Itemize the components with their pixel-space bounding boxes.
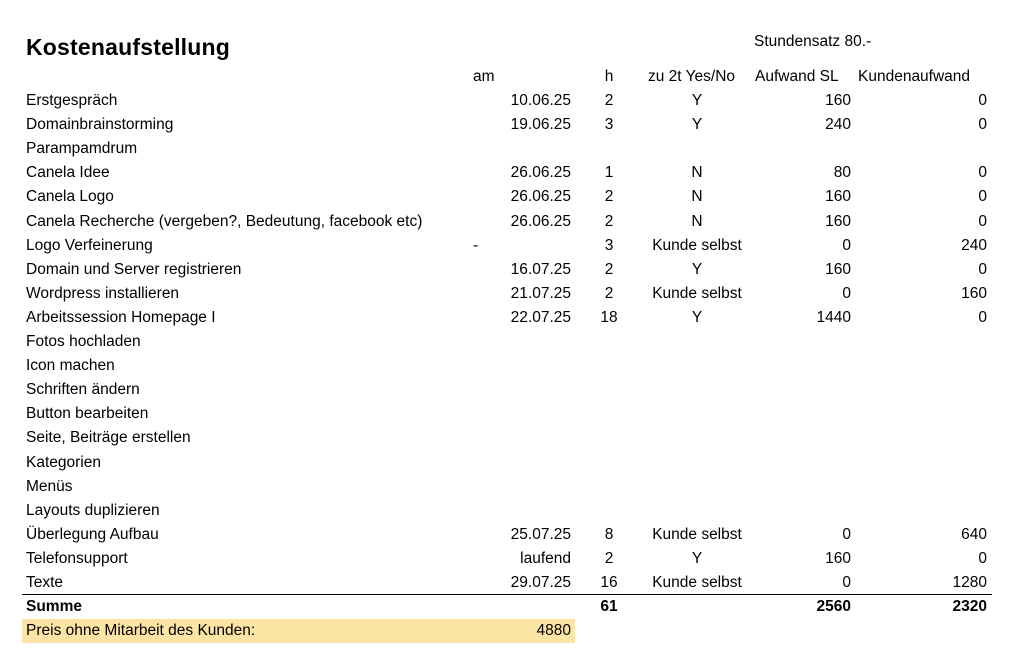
row-date: 16.07.25 — [510, 260, 571, 278]
row-task: Schriften ändern — [26, 381, 140, 399]
row-kundenaufwand: 0 — [978, 308, 987, 326]
table-row — [0, 330, 1024, 354]
table-header — [0, 65, 1024, 89]
table-row — [0, 137, 1024, 161]
row-date: 26.06.25 — [510, 164, 571, 182]
row-zu2t: Y — [691, 260, 703, 278]
hourly-rate: Stundensatz 80.- — [754, 33, 872, 50]
row-task: Fotos hochladen — [26, 333, 141, 350]
header-date: am — [473, 68, 495, 85]
sum-aufwand-sl: 2560 — [816, 598, 851, 615]
row-task: Erstgespräch — [26, 92, 118, 109]
row-kundenaufwand: 0 — [978, 188, 987, 206]
row-task: Domainbrainstorming — [26, 116, 174, 134]
row-zu2t: Kunde selbst — [652, 236, 742, 254]
row-task: Menüs — [26, 477, 73, 495]
row-zu2t: Kunde selbst — [652, 284, 742, 302]
row-task: Canela Idee — [26, 164, 110, 182]
table-row — [0, 499, 1024, 523]
table-row — [0, 113, 1024, 137]
table-row — [0, 475, 1024, 499]
row-zu2t: Y — [691, 549, 703, 567]
row-hours: 2 — [604, 212, 614, 230]
sum-hours: 61 — [600, 598, 618, 615]
row-hours: 3 — [604, 236, 614, 254]
table-row — [0, 282, 1024, 306]
page-title: Kostenaufstellung — [26, 34, 231, 60]
table-row — [0, 234, 1024, 258]
row-task: Canela Recherche (vergeben?, Bedeutung, facebook etc) — [26, 212, 423, 230]
table-row — [0, 426, 1024, 450]
row-task: Arbeitssession Homepage I — [26, 308, 216, 326]
table-row — [0, 306, 1024, 330]
row-task: Canela Logo — [26, 188, 114, 206]
row-kundenaufwand: 0 — [978, 212, 987, 230]
row-hours: 2 — [604, 188, 614, 206]
table-row — [0, 402, 1024, 426]
row-aufwand-sl: 240 — [825, 116, 851, 134]
row-kundenaufwand: 240 — [961, 236, 987, 254]
table-row — [0, 378, 1024, 402]
row-task: Texte — [26, 574, 64, 591]
row-hours: 2 — [604, 92, 614, 109]
price-value: 4880 — [536, 622, 571, 639]
header-aufwand-sl: Aufwand SL — [755, 68, 839, 85]
row-zu2t: N — [691, 164, 703, 182]
row-task: Kategorien — [26, 453, 101, 471]
row-aufwand-sl: 1440 — [816, 308, 851, 326]
row-kundenaufwand: 0 — [978, 116, 987, 134]
row-aufwand-sl: 0 — [842, 236, 851, 254]
row-date: 19.06.25 — [510, 116, 571, 134]
sum-row — [0, 595, 1024, 619]
row-kundenaufwand: 160 — [961, 284, 987, 302]
row-kundenaufwand: 640 — [961, 525, 987, 543]
table-row — [0, 185, 1024, 209]
row-kundenaufwand: 0 — [978, 92, 987, 109]
price-row — [0, 619, 1024, 643]
row-task: Domain und Server registrieren — [26, 260, 242, 278]
row-aufwand-sl: 80 — [833, 164, 851, 182]
row-aufwand-sl: 0 — [842, 574, 851, 591]
table-row — [0, 451, 1024, 475]
row-kundenaufwand: 0 — [978, 260, 987, 278]
row-date: 26.06.25 — [510, 212, 571, 230]
row-aufwand-sl: 160 — [825, 260, 851, 278]
row-task: Überlegung Aufbau — [26, 525, 159, 543]
row-zu2t: N — [691, 212, 703, 230]
row-kundenaufwand: 0 — [978, 549, 987, 567]
sum-label: Summe — [26, 598, 82, 615]
row-kundenaufwand: 0 — [978, 164, 987, 182]
row-hours: 18 — [600, 308, 618, 326]
table-row — [0, 523, 1024, 547]
table-row — [0, 210, 1024, 234]
row-zu2t: N — [691, 188, 703, 206]
row-hours: 3 — [604, 116, 614, 134]
row-task: Icon machen — [26, 357, 115, 375]
header-kundenaufwand: Kundenaufwand — [858, 68, 971, 85]
row-hours: 1 — [604, 164, 614, 182]
row-zu2t: Y — [691, 92, 703, 109]
row-aufwand-sl: 160 — [825, 212, 851, 230]
row-zu2t: Y — [691, 308, 703, 326]
table-row — [0, 571, 1024, 595]
row-hours: 2 — [604, 260, 614, 278]
row-task: Button bearbeiten — [26, 405, 149, 423]
row-task: Seite, Beiträge erstellen — [26, 429, 191, 447]
row-hours: 2 — [604, 549, 614, 567]
row-task: Telefonsupport — [26, 549, 128, 567]
row-aufwand-sl: 160 — [825, 188, 851, 206]
row-date: 26.06.25 — [510, 188, 571, 206]
row-hours: 2 — [604, 284, 614, 302]
row-aufwand-sl: 0 — [842, 525, 851, 543]
row-aufwand-sl: 160 — [825, 92, 851, 109]
row-task: Logo Verfeinerung — [26, 236, 153, 254]
row-task: Parampamdrum — [26, 140, 138, 158]
row-date: 22.07.25 — [510, 308, 571, 326]
table-row — [0, 354, 1024, 378]
row-date: laufend — [520, 549, 571, 567]
table-row — [0, 161, 1024, 185]
row-hours: 16 — [600, 574, 618, 591]
table-row — [0, 547, 1024, 571]
row-date: 29.07.25 — [510, 574, 571, 591]
row-date: 21.07.25 — [510, 284, 571, 302]
row-aufwand-sl: 160 — [825, 549, 851, 567]
row-date: 25.07.25 — [510, 525, 571, 543]
row-zu2t: Y — [691, 116, 703, 134]
row-date-dash: - — [473, 236, 479, 254]
row-zu2t: Kunde selbst — [652, 574, 742, 591]
header-zu2t: zu 2t Yes/No — [648, 68, 736, 85]
row-date: 10.06.25 — [510, 92, 571, 109]
sum-kundenaufwand: 2320 — [952, 598, 987, 615]
row-task: Layouts duplizieren — [26, 501, 160, 519]
header-hours: h — [604, 68, 614, 85]
row-aufwand-sl: 0 — [842, 284, 851, 302]
row-task: Wordpress installieren — [26, 284, 180, 302]
table-row — [0, 258, 1024, 282]
row-kundenaufwand: 1280 — [952, 574, 987, 591]
row-zu2t: Kunde selbst — [652, 525, 742, 543]
row-hours: 8 — [604, 525, 614, 543]
table-row — [0, 89, 1024, 113]
price-label: Preis ohne Mitarbeit des Kunden: — [26, 622, 256, 639]
